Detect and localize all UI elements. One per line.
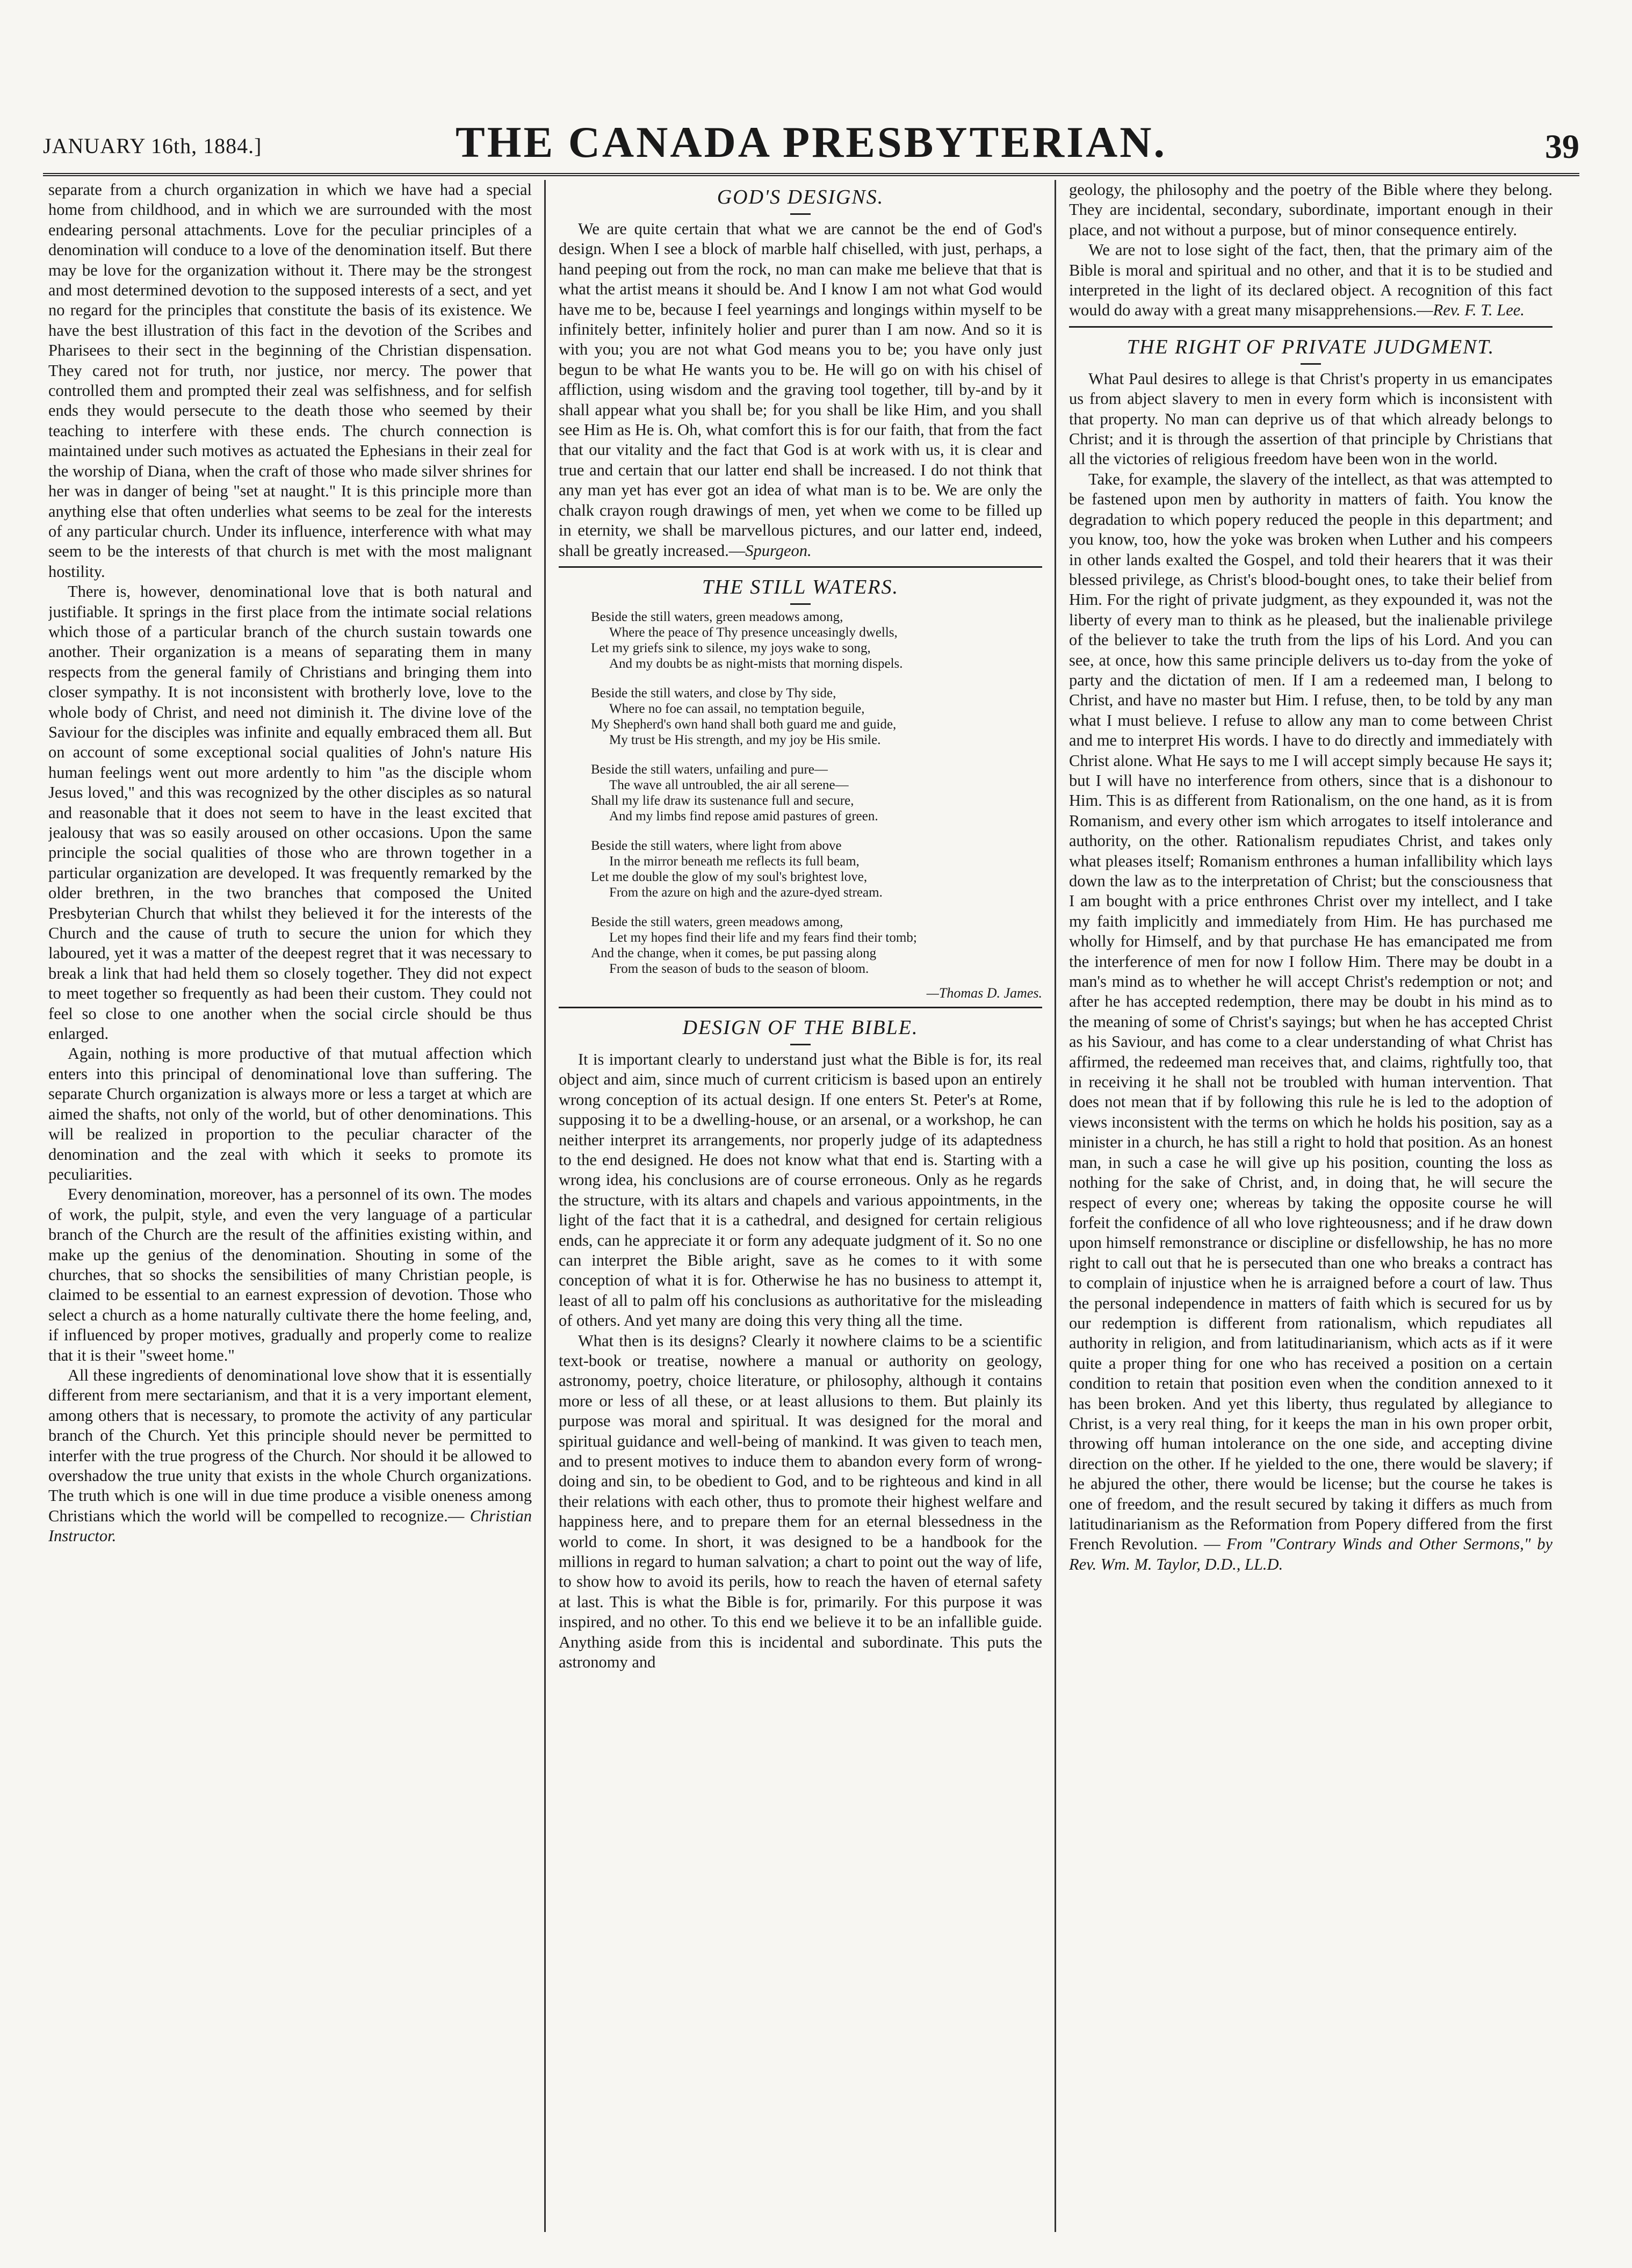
article-paragraph: separate from a church organization in which we have had a special home from childhood, and in which we are surrounded with the most endearing personal attachments. Love for the peculiar principles of a denomination will conduce to a love of the denomination itself. But there may be love for the organization without it. There may be the strongest and most determined devotion to the supposed interests of a sect, and yet no regard for the principles that constitute the basis of its existence. We have the best illustration of this fact in the devotion of the Scribes and Pharisees to their sect in the beginning of the Christian dispensation. They cared not for truth, nor justice, nor mercy. The power that controlled them and prompted their zeal was selfishness, and for selfish ends they would persecute to the death those who seemed by their teaching to interfere with these ends. The church connection is maintained under such motives as actuated the Ephesians in their zeal for the worship of Diana, when the craft of those who made silver shrines for her was in danger of being "set at naught." It is this principle more than anything else that often underlies what seems to be zeal for the interests of any particular church. Under its influence, interference with what may seem to be the interests of that church is met with the most malignant hostility. — [48, 180, 532, 581]
column-2 — [559, 180, 1042, 2221]
article-source: Rev. F. T. Lee. — [1433, 301, 1525, 320]
poem-line: My Shepherd's own hand shall both guard me and guide, — [591, 717, 897, 732]
poem-stanza — [591, 609, 1042, 671]
article-source: From "Contrary Winds and Other Sermons," by Rev. Wm. M. Taylor, D.D., LL.D. — [1069, 1535, 1552, 1573]
article-paragraph: What Paul desires to allege is that Christ's property in us emancipates us from abject slavery to men in every form which is inconsistent with that property. No man can deprive us of that which already belongs to Christ; and it is through the assertion of that principle by Christians that all the victories of religious freedom have been won in the world. — [1069, 369, 1552, 468]
poem-stanza — [591, 838, 1042, 900]
poem-line: Shall my life draw its sustenance full and secure, — [591, 793, 854, 808]
column-3 — [1069, 180, 1552, 2221]
paragraph-text: We are quite certain that what we are cannot be the end of God's design. When I see a block of marble half chiselled, with just, perhaps, a hand peeping out from the rock, no man can make me believe that that is what the artist means it should be. And I know I am not what God would have me to be, because I feel yearnings and longings within myself to be infinitely better, infinitely holier and purer than I am now. And so it is with you; you are not what God means you to be; you have only just begun to be what He wants you to be. He will go on with his chisel of affliction, using wisdom and the graving tool together, till by-and by it shall appear what you shall be; for you shall be like Him, and you shall see Him as He is. Oh, what comfort this is for our faith, that from the fact that our vitality and the fact that God is at work with us, it is clear and true and certain that our latter end shall be increased. I do not think that any man yet has ever got an idea of what man is to be. We are only the chalk crayon rough drawings of men, yet when we come to be filled up in eternity, we shall be marvellous pictures, and our latter end, indeed, shall be greatly increased.— — [559, 220, 1042, 560]
article-paragraph: geology, the philosophy and the poetry of the Bible where they belong. They are incidental, secondary, subordinate, important enough in their place, and not without a purpose, but of minor consequence entirely. — [1069, 180, 1552, 239]
poem-attribution: —Thomas D. James. — [926, 985, 1042, 1001]
poem-line: Beside the still waters, green meadows among, — [591, 914, 843, 929]
newspaper-title: THE CANADA PRESBYTERIAN. — [456, 118, 1167, 167]
heading-rule — [790, 1044, 811, 1045]
heading-rule — [1301, 363, 1321, 365]
poem-line: My trust be His strength, and my joy be His smile. — [609, 732, 881, 747]
article-source: Christian Instructor. — [48, 1506, 532, 1545]
heading-rule — [790, 603, 811, 605]
article-paragraph — [1069, 470, 1552, 1574]
poem-line: Beside the still waters, green meadows among, — [591, 609, 843, 624]
page-number: 39 — [1545, 127, 1579, 165]
article-paragraph — [559, 219, 1042, 561]
poem-line: Let me double the glow of my soul's brightest love, — [591, 869, 868, 884]
section-rule — [559, 1007, 1042, 1008]
paragraph-text: Take, for example, the slavery of the intellect, as that was attempted to be fastened upon men by authority in matters of faith. You know the degradation to which popery reduced the people in this department; and you know, too, how the yoke was broken when Luther and his compeers in other lands exalted the Gospel, and told their hearers that it was their blessed privilege, as Christ's blood-bought ones, to take their belief from Him. For the right of private judgment, as they expounded it, was not the liberty of every man to think as he pleased, but the inalienable privilege of the believer to take the truth from the lips of his Lord. And you can see, at once, how this same principle delivers us to-day from the yoke of party and the dictation of men. If I am a redeemed man, I belong to Christ, and have no master but Him. I refuse, then, to be told by any man what I must believe. I refuse to allow any man to come between Christ and me to interpret His words. I have to do directly and immediately with Christ alone. What He says to me I will accept simply because He says it; but I will have no interference from others, since that is a dishonour to Him. This is as different from Rationalism, on the one hand, as it is from Romanism, and every other ism which arrogates to itself intolerance and authority, on the other. Rationalism repudiates Christ, and takes only what pleases itself; Romanism enthrones a human infallibility which lays down the law as to the interpretation of Christ; but the consciousness that I am bought with a price enthrones Christ over my intellect, and I take my faith implicitly and immediately from Him. He has purchased me wholly for Himself, and by that purchase He has emancipated me from the interference of men for now I follow Him. There may be doubt in a man's mind as to whether he will accept Christ's redemption or not; and after he has accepted redemption, there may be doubt in his mind as to the meaning of some of Christ's sayings; but when he has accepted Christ as his Saviour, and has come to a clear understanding of what Christ has affirmed, the redeemed man receives that, and claims, rightfully too, that in receiving it he shall not be troubled with human intervention. That does not mean that if by following this rule he is led to the adoption of views inconsistent with the terms on which he holds his position, say as a minister in a church, he has still a right to hold that position. As an honest man, in such a case he will give up his position, counting the loss as nothing for the sake of Christ, and, in doing that, he will secure the respect of every one; whereas by taking the opposite course he will forfeit the confidence of all who love righteousness; and if he draw down upon himself remonstrance or discipline or disfellowship, he has no more right to call out that he is persecuted than one who breaks a contract has to complain of injustice when he is arraigned before a court of law. Thus the personal independence in matters of faith which is secured for us by our redemption is different from rationalism, which repudiates all authority in religion, and from latitudinarianism, which acts as if it were quite a proper thing for one who has received a position on a certain condition to retain that position even when the condition annexed to it has been broken. And yet this liberty, thus regulated by allegiance to Christ, is a very real thing, for it keeps the man in his own proper orbit, throwing off human intolerance on the one side, and accepting divine direction on the other. If he yielded to the one, there would be slavery; if he abjured the other, there would be license; but the course he takes is one of freedom, and the result secured by taking it differs as much from latitudinarianism as the Reformation from Popery differed from the first French Revolution. — — [1069, 470, 1552, 1554]
article-paragraph: Again, nothing is more productive of that mutual affection which enters into this principal of denominational love than suffering. The separate Church organization is always more or less a target at which are aimed the shafts, not only of the world, but of other denominations. This will be realized in proportion to the peculiar character of the denomination and the zeal with which it seeks to promote its peculiarities. — [48, 1044, 532, 1183]
article-paragraph — [48, 1366, 532, 1547]
poem-heading: THE STILL WATERS. — [702, 575, 899, 598]
poem-stanza — [591, 762, 1042, 824]
heading-rule — [790, 213, 811, 215]
article-source: Spurgeon. — [745, 541, 812, 560]
poem-stanza — [591, 914, 1042, 977]
poem-line: Where no foe can assail, no temptation beguile, — [609, 701, 865, 716]
poem-line: Beside the still waters, and close by Thy side, — [591, 685, 836, 700]
poem-line: From the azure on high and the azure-dyed stream. — [609, 885, 883, 900]
masthead-rule — [43, 173, 1579, 176]
section-rule — [1069, 326, 1552, 328]
poem — [591, 609, 1042, 977]
poem-line: Let my hopes find their life and my fears find their tomb; — [609, 930, 917, 945]
article-heading: GOD'S DESIGNS. — [717, 186, 884, 208]
poem-stanza — [591, 685, 1042, 748]
poem-line: And my limbs find repose amid pastures of green. — [609, 808, 878, 824]
masthead — [43, 117, 1579, 171]
section-rule — [559, 566, 1042, 568]
column-divider — [1055, 180, 1056, 2232]
poem-line: Beside the still waters, where light from above — [591, 838, 842, 853]
poem-line: Where the peace of Thy presence unceasingly dwells, — [609, 625, 898, 640]
article-paragraph: It is important clearly to understand just what the Bible is for, its real object and aim, since much of current criticism is based upon an entirely wrong conception of its actual design. If one enters St. Peter's at Rome, supposing it to be a dwelling-house, or an arsenal, or a workshop, he can neither interpret its arrangements, nor properly judge of its adaptedness to the end designed. He does not know what that end is. Starting with a wrong idea, his conclusions are of course erroneous. Only as he regards the structure, with its altars and chapels and various appointments, in the light of the fact that it is a cathedral, and designed for certain religious ends, can he appreciate it or form any adequate judgment of it. So no one can interpret the Bible aright, save as he comes to it with some conception of what it is for. Otherwise he has no business to attempt it, least of all to palm off his conclusions as authoritative for the misleading of others. And yet many are doing this very thing all the time. — [559, 1050, 1042, 1330]
article-paragraph: Every denomination, moreover, has a personnel of its own. The modes of work, the pulpit, style, and even the very language of a particular branch of the Church are the result of the affinities existing within, and make up the genius of the denomination. Shouting in some of the churches, that so shocks the sensibilities of many Christian people, is claimed to be essential to an earnest expression of devotion. Those who select a church as a home naturally cultivate there the home feeling, and, if influenced by proper motives, gradually and properly come to realize that it is their "sweet home." — [48, 1185, 532, 1364]
poem-line: The wave all untroubled, the air all serene— — [609, 777, 849, 792]
poem-line: Beside the still waters, unfailing and pure— — [591, 762, 828, 777]
paragraph-text: We are not to lose sight of the fact, then, that the primary aim of the Bible is moral and spiritual and no other, and that it is to be studied and interpreted in the light of its declared object. A recognition of this fact would do away with a great many misapprehensions.— — [1069, 241, 1552, 320]
article-heading: DESIGN OF THE BIBLE. — [682, 1016, 919, 1039]
poem-line: And my doubts be as night-mists that morning dispels. — [609, 656, 903, 671]
article-heading: THE RIGHT OF PRIVATE JUDGMENT. — [1126, 335, 1495, 358]
poem-line: In the mirror beneath me reflects its full beam, — [609, 854, 860, 869]
column-divider — [544, 180, 546, 2232]
paragraph-text: All these ingredients of denominational love show that it is essentially different from mere sectarianism, and that it is a very important element, among others that is necessary, to promote the activity of any particular branch of the Church. Yet this principle should never be permitted to interfer with the true progress of the Church. Nor should it be allowed to overshadow the true unity that exists in the whole Church organizations. The truth which is one will in due time produce a visible oneness among Christians which the world will be compelled to recognize.— — [48, 1366, 532, 1525]
article-paragraph — [1069, 240, 1552, 321]
article-paragraph: What then is its designs? Clearly it nowhere claims to be a scientific text-book or treatise, nowhere a manual or authority on geology, astronomy, poetry, choice literature, or philosophy, although it contains more or less of all these, or at least allusions to them. But plainly its purpose was moral and spiritual. It was designed for the moral and spiritual guidance and well-being of mankind. It was given to teach men, and to present motives to induce them to abandon every form of wrong-doing and sin, to be obedient to God, and to be righteous and kind in all their relations with each other, thus to promote their highest welfare and happiness here, and to prepare them for an eternal blessedness in the world to come. In short, it was designed to be a handbook for the millions in regard to human salvation; a chart to point out the way of life, to show how to avoid its perils, how to reach the haven of eternal safety at last. This is what the Bible is for, primarily. For this purpose it was inspired, and no other. To this end we believe it to be an infallible guide. Anything aside from this is incidental and subordinate. This puts the astronomy and — [559, 1331, 1042, 1672]
poem-line: And the change, when it comes, be put passing along — [591, 945, 877, 960]
article-paragraph: There is, however, denominational love that is both natural and justifiable. It springs in the first place from the intimate social relations which those of a particular branch of the church sustain towards one another. Their organization is a means of separating them in many respects from the general family of Christians and bringing them into closer sympathy. It is not inconsistent with brotherly love, love to the whole body of Christ, and need not diminish it. The divine love of the Saviour for the disciples was infinite and equally embraced them all. But on account of some exceptional social qualities of John's nature His human feelings went out more ardently to him "as the disciple whom Jesus loved," and this was recognized by the other disciples as so natural and reasonable that it does not seem to have in the least excited that jealousy that was so easily aroused on other occasions. Upon the same principle the social qualities of those who are thrown together in a particular organization are developed. It was frequently remarked by the older brethren, in the two branches that composed the United Presbyterian Church that whilst they believed it for the interests of the Church and the cause of truth to secure the union for which they laboured, yet it was a matter of the deepest regret that it was necessary to break a link that had held them so closely together. They did not expect to meet together so frequently as had been their custom. They could not feel so close to one another when the social circle should be thus enlarged. — [48, 582, 532, 1043]
poem-line: Let my griefs sink to silence, my joys wake to song, — [591, 640, 871, 655]
issue-date: JANUARY 16th, 1884.] — [43, 134, 262, 158]
column-1 — [48, 180, 532, 2221]
poem-line: From the season of buds to the season of bloom. — [609, 961, 869, 976]
